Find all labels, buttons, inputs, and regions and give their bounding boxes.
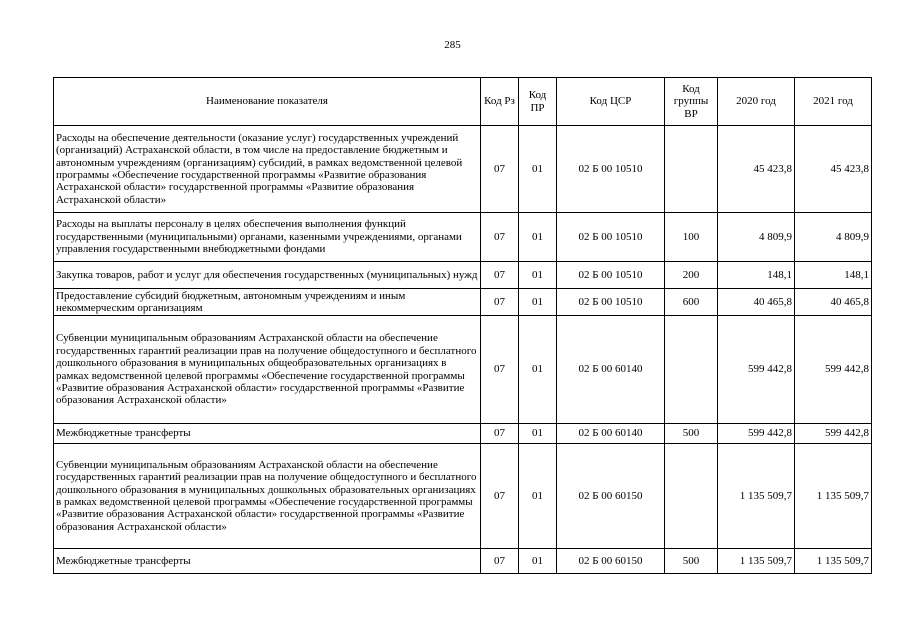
row-2020: 45 423,8	[718, 126, 795, 213]
table-row	[54, 444, 872, 549]
row-name: Межбюджетные трансферты	[54, 549, 481, 574]
row-vr	[665, 316, 718, 424]
row-vr: 600	[665, 289, 718, 316]
row-rz: 07	[481, 424, 519, 444]
row-csr: 02 Б 00 60140	[557, 316, 665, 424]
row-csr: 02 Б 00 10510	[557, 289, 665, 316]
row-rz: 07	[481, 213, 519, 262]
row-2020: 148,1	[718, 262, 795, 289]
row-2021: 148,1	[795, 262, 872, 289]
row-csr: 02 Б 00 10510	[557, 126, 665, 213]
row-2020: 1 135 509,7	[718, 444, 795, 549]
row-csr: 02 Б 00 60150	[557, 444, 665, 549]
table-row	[54, 126, 872, 213]
row-name: Межбюджетные трансферты	[54, 424, 481, 444]
row-rz: 07	[481, 126, 519, 213]
row-2020: 599 442,8	[718, 424, 795, 444]
row-pr: 01	[519, 213, 557, 262]
row-vr: 500	[665, 424, 718, 444]
row-2020: 4 809,9	[718, 213, 795, 262]
row-vr: 500	[665, 549, 718, 574]
row-csr: 02 Б 00 60140	[557, 424, 665, 444]
row-2020: 40 465,8	[718, 289, 795, 316]
row-2020: 1 135 509,7	[718, 549, 795, 574]
row-pr: 01	[519, 549, 557, 574]
row-csr: 02 Б 00 10510	[557, 262, 665, 289]
row-2021: 1 135 509,7	[795, 444, 872, 549]
row-pr: 01	[519, 444, 557, 549]
header-row	[54, 78, 872, 126]
row-rz: 07	[481, 549, 519, 574]
page-number: 285	[444, 39, 461, 51]
row-2021: 4 809,9	[795, 213, 872, 262]
row-name: Предоставление субсидий бюджетным, автономным учреждениям и иным некоммерческим организациям	[54, 289, 481, 316]
row-pr: 01	[519, 424, 557, 444]
row-name: Расходы на обеспечение деятельности (оказание услуг) государственных учреждений (организаций) Астраханской области, в том числе на предоставление бюджетным и автономным учреждениям (организациям) субсидий, в рамках ведомственной целевой программы «Обеспечение государственной программы «Развитие образования Астраханской области» государственной программы «Развитие образования Астраханской области»	[54, 126, 481, 213]
table-row	[54, 213, 872, 262]
table-row	[54, 316, 872, 424]
budget-table	[53, 77, 872, 574]
row-rz: 07	[481, 262, 519, 289]
row-pr: 01	[519, 316, 557, 424]
row-name: Субвенции муниципальным образованиям Астраханской области на обеспечение государственных гарантий реализации прав на получение общедоступного и бесплатного дошкольного образования в муниципальных дошкольных образовательных организациях в рамках ведомственной целевой программы «Обеспечение государственной программы «Развитие образования Астраханской области» государственной программы «Развитие образования Астраханской области»	[54, 444, 481, 549]
row-2021: 599 442,8	[795, 424, 872, 444]
row-rz: 07	[481, 316, 519, 424]
header-2021: 2021 год	[795, 78, 872, 126]
row-2021: 45 423,8	[795, 126, 872, 213]
table-row	[54, 289, 872, 316]
row-csr: 02 Б 00 10510	[557, 213, 665, 262]
header-pr: Код ПР	[519, 78, 557, 126]
row-2021: 40 465,8	[795, 289, 872, 316]
header-name: Наименование показателя	[54, 78, 481, 126]
row-2020: 599 442,8	[718, 316, 795, 424]
header-vr: Код группы ВР	[665, 78, 718, 126]
row-csr: 02 Б 00 60150	[557, 549, 665, 574]
table-row	[54, 424, 872, 444]
row-name: Закупка товаров, работ и услуг для обеспечения государственных (муниципальных) нужд	[54, 262, 481, 289]
table-row	[54, 262, 872, 289]
row-vr: 100	[665, 213, 718, 262]
row-2021: 599 442,8	[795, 316, 872, 424]
row-pr: 01	[519, 289, 557, 316]
row-rz: 07	[481, 444, 519, 549]
row-pr: 01	[519, 262, 557, 289]
row-vr	[665, 126, 718, 213]
row-pr: 01	[519, 126, 557, 213]
row-vr: 200	[665, 262, 718, 289]
header-2020: 2020 год	[718, 78, 795, 126]
row-vr	[665, 444, 718, 549]
row-rz: 07	[481, 289, 519, 316]
header-rz: Код Рз	[481, 78, 519, 126]
row-name: Субвенции муниципальным образованиям Астраханской области на обеспечение государственных гарантий реализации прав на получение общедоступного и бесплатного дошкольного образования в муниципальных общеобразовательных организациях в рамках ведомственной целевой программы «Обеспечение государственной программы «Развитие образования Астраханской области» государственной программы «Развитие образования Астраханской области»	[54, 316, 481, 424]
header-csr: Код ЦСР	[557, 78, 665, 126]
row-2021: 1 135 509,7	[795, 549, 872, 574]
row-name: Расходы на выплаты персоналу в целях обеспечения выполнения функций государственными (муниципальными) органами, казенными учреждениями, органами управления государственными внебюджетными фондами	[54, 213, 481, 262]
table-row	[54, 549, 872, 574]
